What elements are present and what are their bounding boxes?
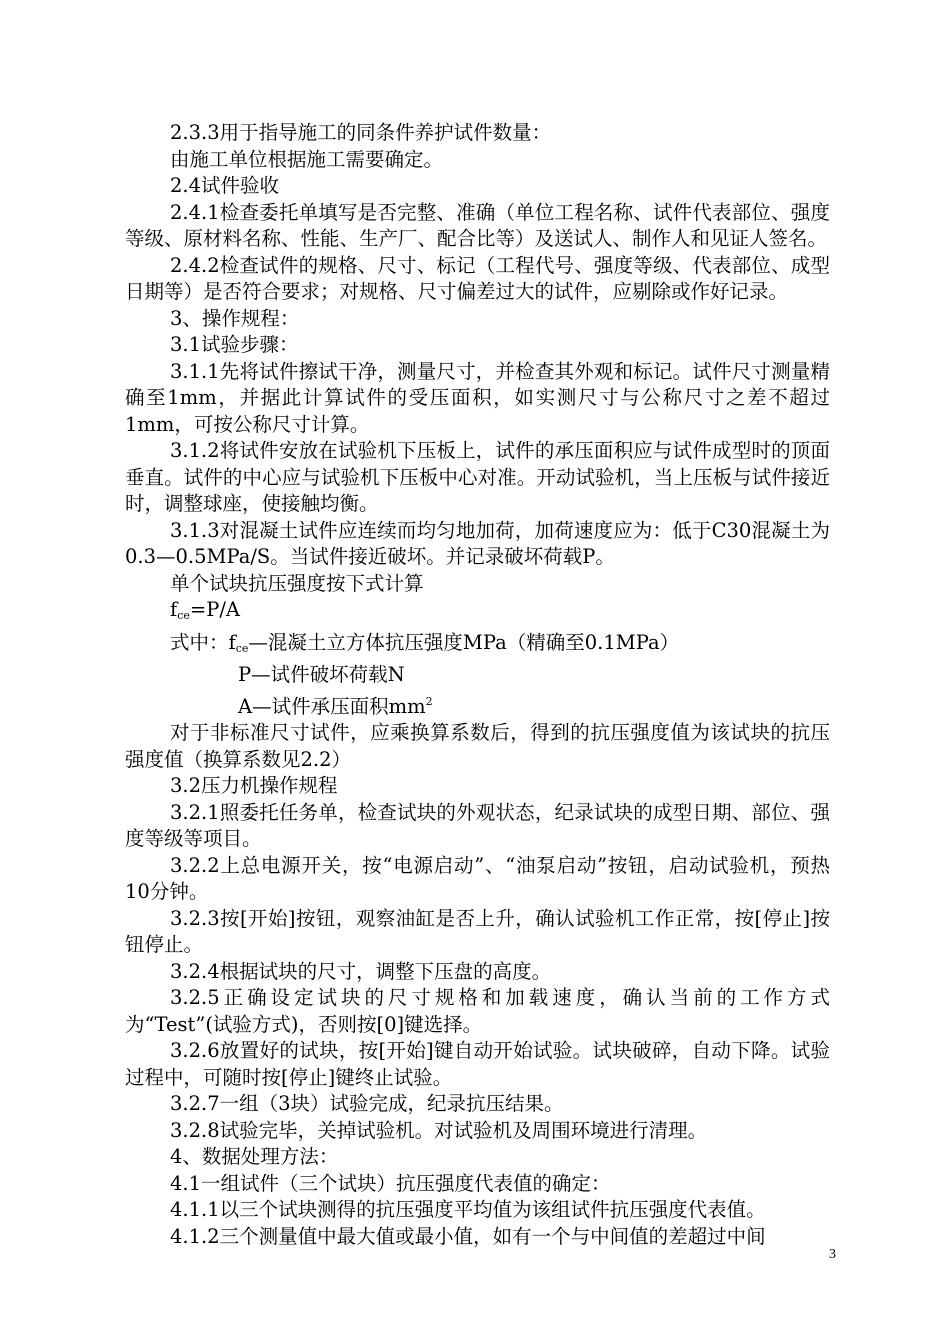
paragraph-4-1: 4.1一组试件（三个试块）抗压强度代表值的确定： (170, 1171, 611, 1195)
paragraph-3-1-3: 3.1.3对混凝土试件应连续而均匀地加荷，加荷速度应为：低于C30混凝土为0.3—0.5MPa/S。当试件接近破坏。并记录破坏荷载P。 (125, 518, 830, 568)
heading-2-4: 2.4试件验收 (170, 174, 280, 197)
paragraph-3-1-2: 3.1.2将试件安放在试验机下压板上，试件的承压面积应与试件成型时的顶面垂直。试件的中心应与试验机下压板中心对准。开动试验机，当上压板与试件接近时，调整球座，使接触均衡。 (125, 439, 830, 515)
legend-p-line: P—试件破坏荷载N (238, 663, 405, 686)
paragraph-3-2-7: 3.2.7一组（3块）试验完成，纪录抗压结果。 (170, 1092, 564, 1115)
heading-3-1: 3.1试验步骤： (170, 333, 299, 356)
paragraph-4-1-1: 4.1.1以三个试块测得的抗压强度平均值为该组试件抗压强度代表值。 (170, 1198, 766, 1221)
legend-f-line (125, 630, 830, 663)
formula-line (125, 597, 830, 630)
legend-f-subscript: ce (235, 641, 249, 655)
legend-a-text: A—试件承压面积mm (238, 694, 426, 718)
document-body (125, 120, 830, 1250)
paragraph-construction-unit: 由施工单位根据施工需要确定。 (170, 147, 444, 171)
formula-rest: =P/A (189, 598, 241, 621)
paragraph-3-1-1: 3.1.1先将试件擦试干净，测量尺寸，并检查其外观和标记。试件尺寸测量精确至1mm，并据此计算试件的受压面积，如实测尺寸与公称尺寸之差不超过1mm，可按公称尺寸计算。 (125, 359, 830, 436)
paragraph-3-2-4: 3.2.4根据试块的尺寸，调整下压盘的高度。 (170, 959, 552, 983)
formula-f: f (170, 598, 178, 621)
paragraph-3-2-1: 3.2.1照委托任务单，检查试块的外观状态，纪录试块的成型日期、部位、强度等级等项目。 (125, 800, 830, 850)
legend-a-line (125, 689, 830, 721)
paragraph-4-1-2: 4.1.2三个测量值中最大值或最小值，如有一个与中间值的差超过中间 (170, 1224, 766, 1248)
paragraph-2-4-1: 2.4.1检查委托单填写是否完整、准确（单位工程名称、试件代表部位、强度等级、原材料名称、性能、生产厂、配合比等）及送试人、制作人和见证人签名。 (125, 200, 830, 250)
heading-3: 3、操作规程： (170, 306, 300, 330)
paragraph-3-2-6: 3.2.6放置好的试块，按[开始]键自动开始试验。试块破碎，自动下降。试验过程中，可随时按[停止]键终止试验。 (125, 1039, 830, 1089)
paragraph-2-3-3: 2.3.3用于指导施工的同条件养护试件数量： (170, 121, 552, 144)
formula-f-subscript: ce (177, 609, 190, 622)
paragraph-nonstandard: 对于非标准尺寸试件，应乘换算系数后，得到的抗压强度值为该试块的抗压强度值（换算系数见2.2） (125, 721, 830, 771)
paragraph-3-2-8: 3.2.8试验完毕，关掉试验机。对试验机及周围环境进行清理。 (170, 1118, 708, 1142)
paragraph-3-2-3: 3.2.3按[开始]按钮，观察油缸是否上升，确认试验机工作正常，按[停止]按钮停止。 (125, 906, 830, 956)
heading-4: 4、数据处理方法： (170, 1145, 339, 1168)
page-number: 3 (829, 1247, 836, 1262)
legend-f-desc: —混凝土立方体抗压强度MPa（精确至0.1MPa） (248, 630, 680, 654)
paragraph-formula-intro: 单个试块抗压强度按下式计算 (170, 571, 424, 595)
legend-prefix: 式中： (170, 630, 229, 654)
legend-f: f (228, 630, 236, 654)
paragraph-3-2-2: 3.2.2上总电源开关，按“电源启动”、“油泵启动”按钮，启动试验机，预热10分钟。 (125, 853, 830, 903)
legend-a-superscript: 2 (425, 694, 433, 708)
heading-3-2: 3.2压力机操作规程 (170, 774, 338, 797)
paragraph-3-2-5: 3.2.5正确设定试块的尺寸规格和加载速度，确认当前的工作方式为“Test”(试验方式)，否则按[0]键选择。 (125, 986, 830, 1036)
paragraph-2-4-2: 2.4.2检查试件的规格、尺寸、标记（工程代号、强度等级、代表部位、成型日期等）是否符合要求；对规格、尺寸偏差过大的试件，应剔除或作好记录。 (125, 253, 830, 303)
